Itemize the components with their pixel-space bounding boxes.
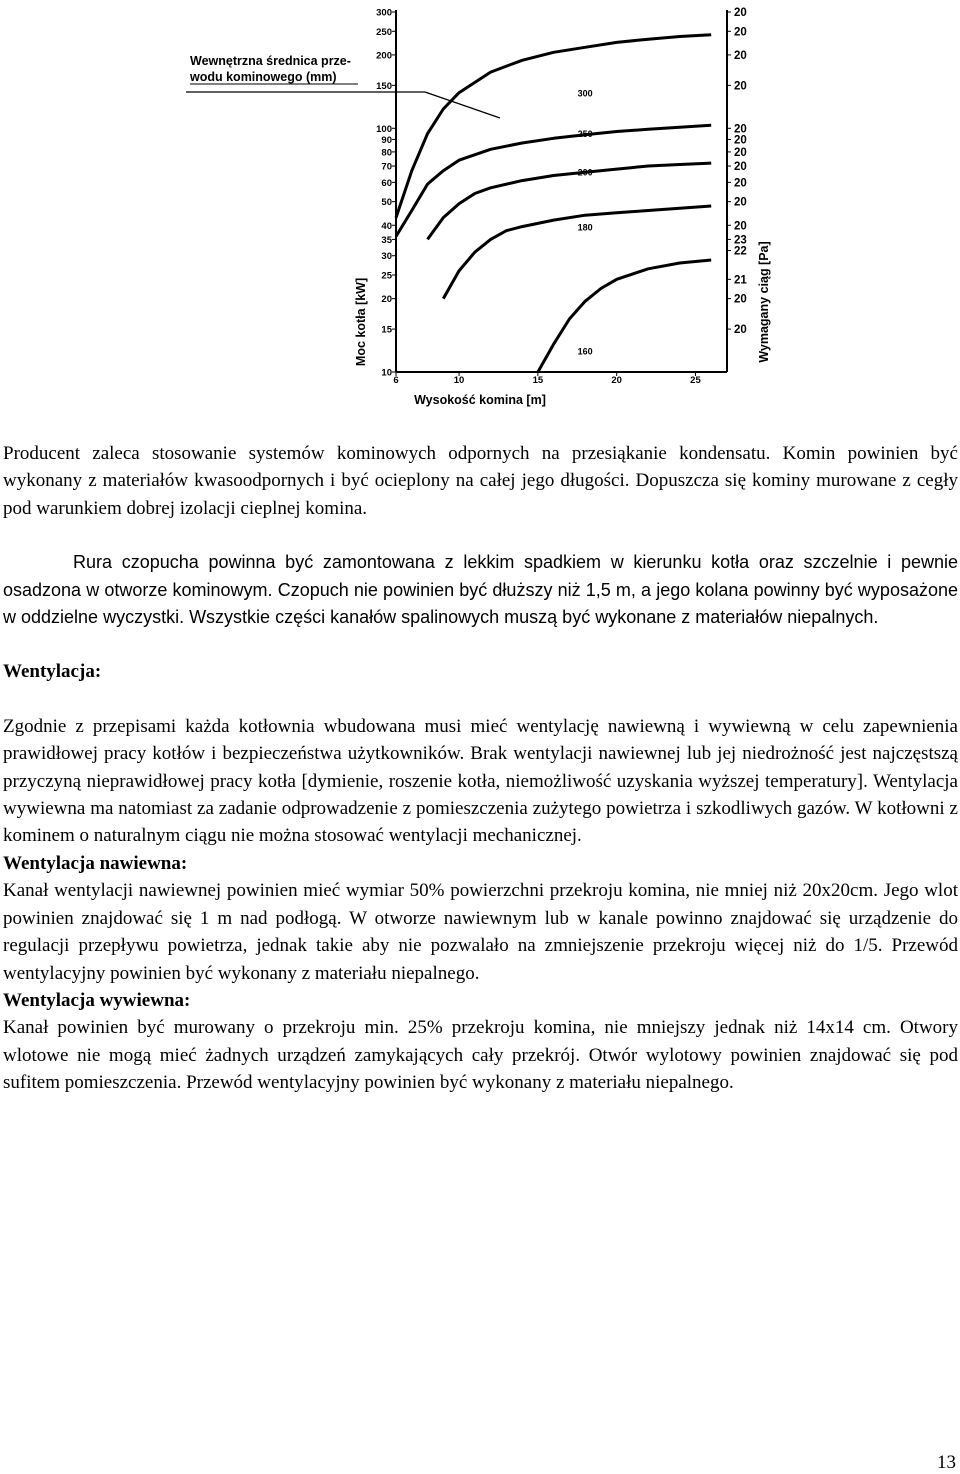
y2-tick-label: 20 <box>734 134 747 147</box>
y-axis-label: Moc kotła [kW] <box>354 277 368 367</box>
y-tick-label: 200 <box>376 50 392 62</box>
heading-wentylacja: Wentylacja: <box>3 661 102 683</box>
y2-tick-label: 21 <box>734 274 747 287</box>
y2-tick-label: 20 <box>734 293 747 306</box>
x-tick-label: 25 <box>690 375 701 386</box>
curve-180 <box>443 206 711 299</box>
curve-label-250: 250 <box>577 129 593 140</box>
y-tick-label: 40 <box>381 220 392 232</box>
annotation-line-2: wodu kominowego (mm) <box>190 70 337 84</box>
y-tick-label: 70 <box>381 161 392 173</box>
y-tick-label: 50 <box>381 197 392 209</box>
document-body <box>3 440 958 1097</box>
y-tick-label: 25 <box>381 270 392 282</box>
curve-200 <box>428 163 712 239</box>
y-tick-label: 30 <box>381 251 392 263</box>
y-tick-label: 35 <box>381 234 392 246</box>
chimney-draft-chart <box>170 0 790 410</box>
y2-tick-label: 20 <box>734 196 747 209</box>
x-tick-label: 6 <box>393 375 399 386</box>
paragraph-kondensat: Producent zaleca stosowanie systemów kominowych odpornych na przesiąkanie kondensatu. Komin powinien być wykonany z materiałów kwasoodpornych i być ocieplony na całej jego długości. Dopuszcza się kominy murowane z cegły pod warunkiem dobrej izolacji cieplnej komina. <box>3 443 958 519</box>
y-tick-label: 300 <box>376 7 392 19</box>
y2-tick-label: 20 <box>734 26 747 39</box>
y-tick-label: 80 <box>381 147 392 159</box>
y2-axis-label: Wymagany ciąg [Pa] <box>757 241 771 363</box>
y2-tick-label: 23 <box>734 234 747 247</box>
y-tick-label: 15 <box>381 324 392 336</box>
y2-tick-label: 20 <box>734 161 747 174</box>
x-tick-label: 20 <box>611 375 622 386</box>
y2-tick-label: 20 <box>734 324 747 337</box>
curve-label-160: 160 <box>577 346 593 357</box>
paragraph-czopuch: Rura czopucha powinna być zamontowana z lekkim spadkiem w kierunku kotła oraz szczelnie i pewnie osadzona w otworze kominowym. Czopuch nie powinien być dłuższy niż 1,5 m, a jego kolana powinny być wyposażone w oddzielne wyczystki. Wszystkie części kanałów spalinowych muszą być wykonane z materiałów niepalnych. <box>3 552 958 628</box>
page-number: 13 <box>937 1452 956 1473</box>
x-axis-label: Wysokość komina [m] <box>414 393 546 407</box>
annotation-leader <box>425 92 500 118</box>
y-tick-label: 10 <box>381 367 392 379</box>
y2-tick-label: 20 <box>734 49 747 62</box>
y2-tick-label: 20 <box>734 123 747 136</box>
y-tick-label: 20 <box>381 294 392 306</box>
curve-300 <box>396 35 711 218</box>
paragraph-wentylacja: Zgodnie z przepisami każda kotłownia wbudowana musi mieć wentylację nawiewną i wywiewną w celu zapewnienia prawidłowej pracy kotłów i bezpieczeństwa użytkowników. Brak wentylacji nawiewnej lub jej niedrożność jest najczęstszą przyczyną nieprawidłowej pracy kotła [dymienie, roszenie kotła, niemożliwość uzyskania wyższej temperatury]. Wentylacja wywiewna ma natomiast za zadanie odprowadzenie z pomieszczenia zużytego powietrza i szkodliwych gazów. W kotłowni z kominem o naturalnym ciągu nie można stosować wentylacji mechanicznej. <box>3 715 958 847</box>
y-tick-label: 60 <box>381 177 392 189</box>
heading-wentylacja-wywiewna: Wentylacja wywiewna: <box>3 989 191 1011</box>
y-tick-label: 150 <box>376 80 392 92</box>
y-tick-label: 100 <box>376 123 392 135</box>
y2-tick-label: 20 <box>734 7 747 19</box>
y2-tick-label: 20 <box>734 177 747 190</box>
chart-svg <box>170 0 790 410</box>
y2-tick-label: 20 <box>734 146 747 159</box>
heading-wentylacja-nawiewna: Wentylacja nawiewna: <box>3 852 188 874</box>
annotation-line-1: Wewnętrzna średnica prze- <box>190 54 351 68</box>
y-tick-label: 250 <box>376 26 392 38</box>
x-tick-label: 10 <box>453 375 465 386</box>
y2-tick-label: 20 <box>734 220 747 233</box>
x-tick-label: 15 <box>532 375 544 386</box>
paragraph-wentylacja-nawiewna: Kanał wentylacji nawiewnej powinien mieć wymiar 50% powierzchni przekroju komina, nie mniej niż 20x20cm. Jego wlot powinien znajdować się 1 m nad podłogą. W otworze nawiewnym lub w kanale powinno znajdować się urządzenie do regulacji przepływu powietrza, jednak takie aby nie pozwalało na zmniejszenie przekroju więcej niż do 1/5. Przewód wentylacyjny powinien być wykonany z materiału niepalnego. <box>3 880 958 984</box>
curve-label-180: 180 <box>577 222 593 233</box>
curve-label-300: 300 <box>577 88 593 99</box>
y2-tick-label: 22 <box>734 245 747 258</box>
y2-tick-label: 20 <box>734 80 747 93</box>
curve-label-200: 200 <box>577 167 593 178</box>
curve-160 <box>538 260 711 372</box>
paragraph-wentylacja-wywiewna: Kanał powinien być murowany o przekroju min. 25% przekroju komina, nie mniejszy jednak niż 14x14 cm. Otwory wlotowe nie mogą mieć żadnych urządzeń zamykających cały przekrój. Otwór wylotowy powinien znajdować się pod sufitem pomieszczenia. Przewód wentylacyjny powinien być wykonany z materiału niepalnego. <box>3 1017 958 1094</box>
y-tick-label: 90 <box>381 134 392 146</box>
